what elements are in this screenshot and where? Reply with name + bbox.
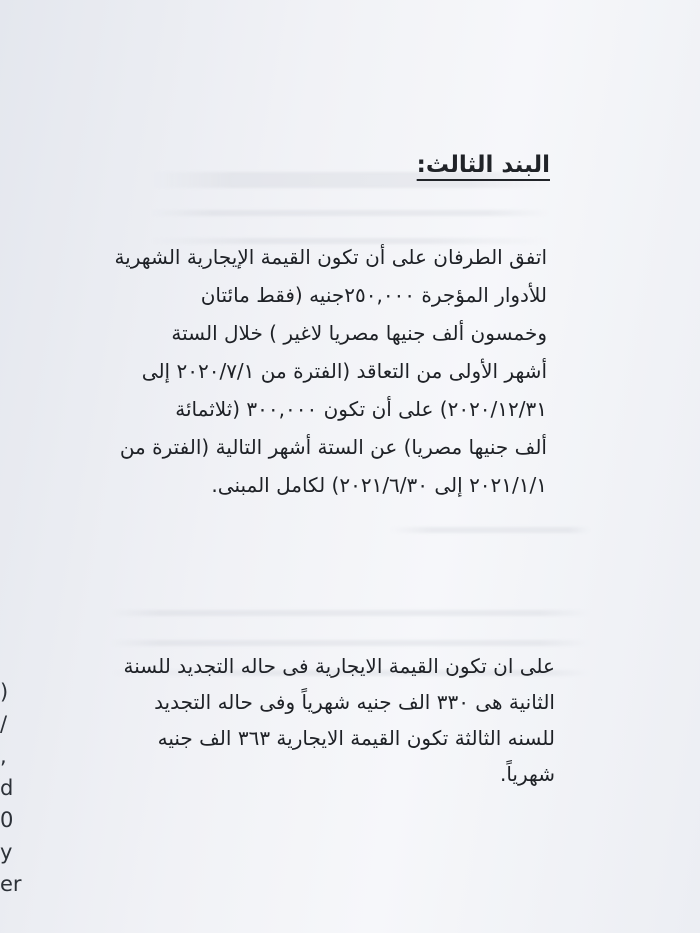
paragraph-line: وخمسون ألف جنيها مصريا لاغير ) خلال الستة: [171, 321, 547, 345]
edge-char: ,: [0, 744, 7, 768]
paragraph-line: الثانية هى ٣٣٠ الف جنيه شهرياً وفى حاله التجديد: [154, 690, 555, 714]
paragraph-line: للأدوار المؤجرة ٢٥٠,٠٠٠جنيه (فقط مائتان: [200, 283, 547, 307]
left-edge-fragment: [0, 676, 24, 900]
edge-char: d: [0, 776, 14, 800]
edge-char: y: [0, 840, 13, 864]
edge-char: 0: [0, 808, 14, 832]
paragraph-line: ٢٠٢٠/١٢/٣١) على أن تكون ٣٠٠,٠٠٠ (ثلاثمائة: [175, 397, 547, 421]
renewal-paragraph: [35, 648, 555, 792]
edge-char: ): [0, 680, 9, 704]
edge-char: /: [0, 712, 8, 736]
paragraph-line: ٢٠٢١/١/١ إلى ٢٠٢١/٦/٣٠) لكامل المبنى.: [211, 473, 547, 497]
paragraph-line: للسنه الثالثة تكون القيمة الايجارية ٣٦٣ الف جنيه: [157, 726, 555, 750]
paragraph-line: على ان تكون القيمة الايجارية فى حاله التجديد للسنة: [123, 654, 555, 678]
bleed-through-heading: [390, 515, 590, 533]
edge-char: er: [0, 872, 22, 896]
section-heading: البند الثالث:: [416, 152, 550, 178]
paragraph-line: أشهر الأولى من التعاقد (الفترة من ٢٠٢٠/٧/١ إلى: [141, 359, 547, 383]
clause-paragraph: [27, 238, 547, 504]
paragraph-line: ألف جنيها مصريا) عن الستة أشهر التالية (الفترة من: [119, 435, 547, 459]
paragraph-line: اتفق الطرفان على أن تكون القيمة الإيجارية الشهرية: [114, 245, 547, 269]
paragraph-line: شهرياً.: [499, 762, 555, 786]
